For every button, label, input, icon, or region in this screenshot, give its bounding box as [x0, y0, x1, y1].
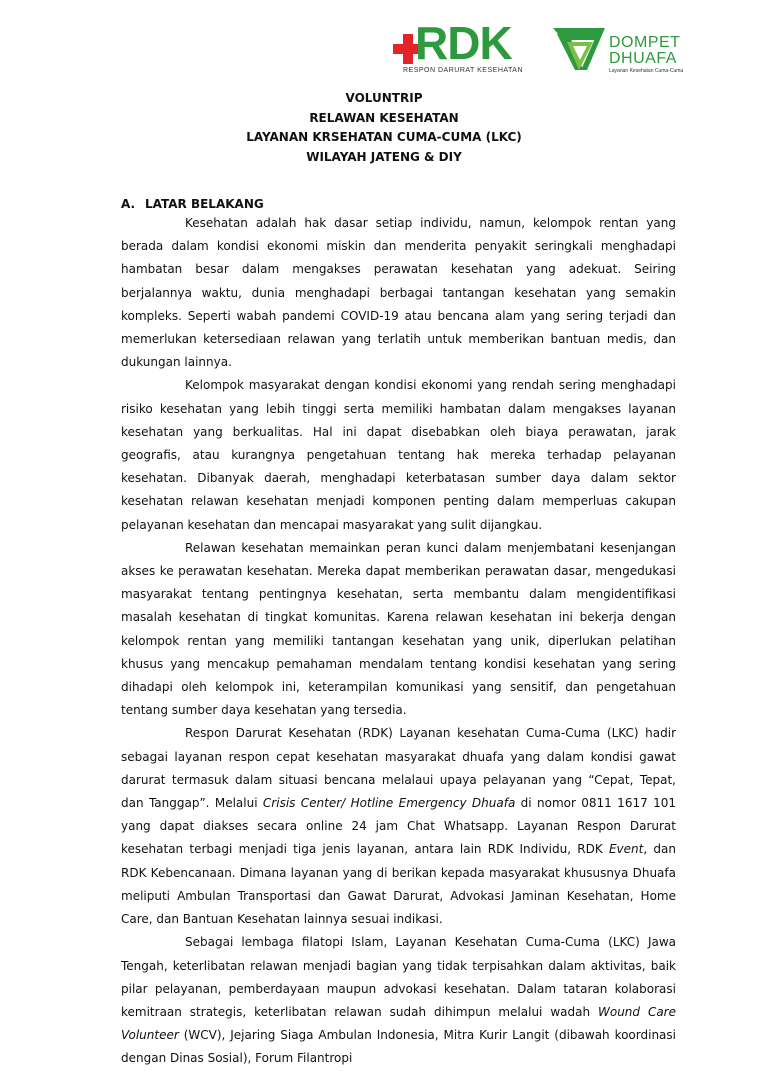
rdk-logo-text: RDK — [415, 17, 512, 69]
dd-logo-subtitle: Layanan Kesehatan Cuma-Cuma — [609, 68, 684, 74]
body-text — [121, 212, 676, 1071]
dd-logo-line1: DOMPET — [609, 34, 681, 51]
paragraph-5-part-a: Sebagai lembaga filatopi Islam, Layanan Kesehatan Cuma-Cuma (LKC) Jawa Tengah, keterlibatan relawan menjadi bagian yang tidak terpisahkan dalam aktivitas, baik pilar pelayanan, pemberdayaan maupun advokasi kesehatan. Dalam tataran kolaborasi kemitraan strategis, keterlibatan relawan sudah dihimpun melalui wadah — [121, 935, 676, 1019]
paragraph-2: Kelompok masyarakat dengan kondisi ekonomi yang rendah sering menghadapi risiko kesehatan yang lebih tinggi serta memiliki hambatan dalam mengakses layanan kesehatan yang berkualitas. Hal ini dapat disebabkan oleh biaya perawatan, jarak geografis, atau kurangnya pengetahuan tentang hak mereka terhadap pelayanan kesehatan. Dibanyak daerah, menghadapi keterbatasan sumber daya dalam sektor kesehatan relawan kesehatan menjadi komponen penting dalam memperluas cakupan pelayanan kesehatan dan mencapai masyarakat yang sulit dijangkau. — [121, 378, 676, 532]
document-title-block — [0, 89, 768, 167]
dd-logo-line2: DHUAFA — [609, 50, 677, 67]
wound-care-volunteer-italic: Wound Care Volunteer — [121, 1004, 676, 1043]
crisis-center-italic: Crisis Center/ Hotline Emergency Dhuafa — [262, 796, 516, 811]
paragraph-4 — [121, 722, 676, 931]
paragraph-5 — [121, 931, 676, 1070]
paragraph-5-part-c: (WCV), Jejaring Siaga Ambulan Indonesia, Mitra Kurir Langit (dibawah koordinasi dengan Dinas Sosial), Forum Filantropi — [121, 1028, 676, 1066]
section-title: LATAR BELAKANG — [145, 197, 264, 211]
paragraph-4-part-a: Respon Darurat Kesehatan (RDK) Layanan kesehatan Cuma-Cuma (LKC) hadir sebagai layanan respon cepat kesehatan masyarakat dhuafa yang dalam kondisi gawat darurat termasuk dalam situasi bencana melalaui upaya pelayanan yang “Cepat, Tepat, dan Tanggap”. Melalui — [121, 726, 676, 811]
rdk-logo — [393, 17, 538, 78]
title-line-2: RELAWAN KESEHATAN — [309, 110, 459, 125]
dompet-dhuafa-mark-icon — [553, 24, 605, 74]
paragraph-4-part-e: , dan RDK Kebencanaan. Dimana layanan yang di berikan kepada masyarakat khususnya Dhuafa meliputi Ambulan Transportasi dan Gawat Darurat, Advokasi Jaminan Kesehatan, Home Care, dan Bantuan Kesehatan lainnya sesuai indikasi. — [121, 842, 676, 927]
title-line-1: VOLUNTRIP — [345, 91, 423, 105]
paragraph-1: Kesehatan adalah hak dasar setiap individu, namun, kelompok rentan yang berada dalam kondisi ekonomi miskin dan menderita penyakit seringkali menghadapi hambatan besar dalam mengakses perawatan kesehatan yang adekuat. Seiring berjalannya waktu, dunia menghadapi berbagai tantangan kesehatan yang semakin kompleks. Seperti wabah pandemi COVID-19 atau bencana alam yang sering terjadi dan memerlukan ketersediaan relawan yang terlatih untuk memberikan bantuan medis, dan dukungan lainnya. — [121, 216, 676, 370]
section-heading — [121, 197, 264, 211]
title-line-3: LAYANAN KRSEHATAN CUMA-CUMA (LKC) — [246, 130, 522, 144]
title-line-4: WILAYAH JATENG & DIY — [306, 149, 462, 164]
event-italic: Event — [608, 842, 644, 857]
rdk-logo-subtitle: RESPON DARURAT KESEHATAN — [403, 67, 524, 74]
section-number: A. — [121, 197, 136, 211]
paragraph-3: Relawan kesehatan memainkan peran kunci dalam menjembatani kesenjangan akses ke perawatan kesehatan. Mereka dapat memberikan perawatan dasar, mengedukasi masyarakat tentang pentingnya kesehatan, serta membantu dalam mengidentifikasi masalah kesehatan di tingkat komunitas. Karena relawan kesehatan ini bekerja dengan kelompok rentan yang memiliki tantangan kesehatan yang unik, diperlukan pelatihan khusus yang mencakup pemahaman mendalam tentang kondisi kesehatan yang sering dihadapi oleh kelompok ini, keterampilan komunikasi yang sensitif, dan pengetahuan tentang sumber daya kesehatan yang tersedia. — [121, 540, 676, 718]
dompet-dhuafa-logo — [553, 22, 693, 78]
paragraph-4-part-c: di nomor 0811 1617 101 yang dapat diakses secara online 24 jam Chat Whatsapp. Layanan Respon Darurat kesehatan terbagi menjadi tiga jenis layanan, antara lain RDK Individu, RDK — [121, 796, 676, 857]
